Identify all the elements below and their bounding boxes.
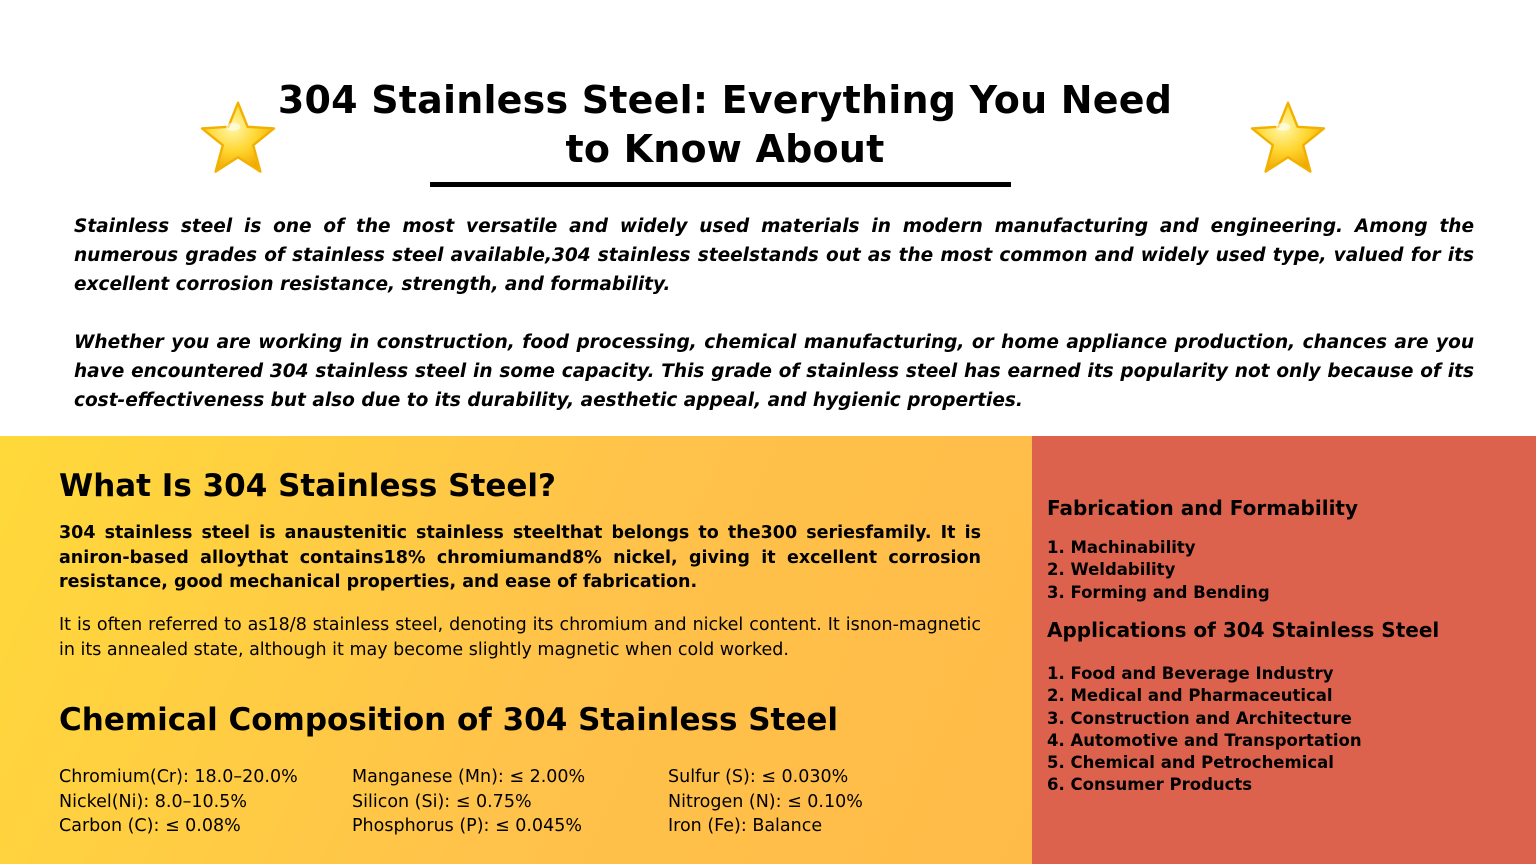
list-item: 5. Chemical and Petrochemical <box>1047 753 1334 773</box>
composition-item: Carbon (C): ≤ 0.08% <box>59 816 241 836</box>
composition-item: Chromium(Cr): 18.0–20.0% <box>59 767 298 787</box>
page-title <box>240 76 1210 174</box>
applications-heading: Applications of 304 Stainless Steel <box>1047 618 1440 642</box>
composition-column-3 <box>668 765 863 839</box>
list-item: 6. Consumer Products <box>1047 775 1253 795</box>
composition-item: Phosphorus (P): ≤ 0.045% <box>352 816 582 836</box>
content-section <box>0 436 1536 864</box>
list-item: 3. Forming and Bending <box>1047 582 1270 602</box>
what-is-paragraph-1: 304 stainless steel is anaustenitic stainless steelthat belongs to the300 seriesfamily. It is aniron-based alloythat contains18% chromiumand8% nickel, giving it excellent corrosion resistance, good mechanical properties, and ease of fabrication. <box>59 523 981 592</box>
list-item: 2. Weldability <box>1047 560 1176 580</box>
list-item: 2. Medical and Pharmaceutical <box>1047 686 1333 706</box>
what-is-heading: What Is 304 Stainless Steel? <box>59 468 556 504</box>
list-item: 3. Construction and Architecture <box>1047 708 1352 728</box>
intro-paragraph-1: Stainless steel is one of the most versatile and widely used materials in modern manufacturing and engineering. Among the numerous grades of stainless steel available,304 stainless steelstands out as the most common and widely used type, valued for its excellent corrosion resistance, strength, and formability. <box>74 216 1474 295</box>
list-item: 1. Machinability <box>1047 538 1196 557</box>
list-item: 1. Food and Beverage Industry <box>1047 664 1334 683</box>
composition-item: Nitrogen (N): ≤ 0.10% <box>668 791 863 812</box>
star-icon <box>1248 98 1328 178</box>
page-title-line1: 304 Stainless Steel: Everything You Need <box>277 78 1173 122</box>
fabrication-list <box>1047 537 1270 604</box>
composition-heading: Chemical Composition of 304 Stainless Steel <box>59 702 839 738</box>
composition-item: Iron (Fe): Balance <box>668 816 823 836</box>
applications-list <box>1047 663 1362 797</box>
list-item: 4. Automotive and Transportation <box>1047 730 1362 750</box>
main-panel <box>0 436 1032 864</box>
intro-section <box>74 212 1474 444</box>
page-title-line2: to Know About <box>565 127 885 171</box>
title-underline <box>430 182 1011 187</box>
composition-column-1 <box>59 765 298 839</box>
composition-item: Sulfur (S): ≤ 0.030% <box>668 767 849 787</box>
intro-paragraph-2: Whether you are working in construction, food processing, chemical manufacturing, or home appliance production, chances are you have encountered 304 stainless steel in some capacity. This grade of stainless steel has earned its popularity not only because of its cost-effectiveness but also due to its durability, aesthetic appeal, and hygienic properties. <box>74 332 1474 411</box>
composition-item: Manganese (Mn): ≤ 2.00% <box>352 767 586 787</box>
composition-item: Silicon (Si): ≤ 0.75% <box>352 791 532 812</box>
fabrication-heading: Fabrication and Formability <box>1047 496 1359 520</box>
what-is-paragraph-2: It is often referred to as18/8 stainless steel, denoting its chromium and nickel content. It isnon-magnetic in its annealed state, although it may become slightly magnetic when cold worked. <box>59 615 981 660</box>
composition-item: Nickel(Ni): 8.0–10.5% <box>59 791 247 812</box>
composition-column-2 <box>352 765 585 839</box>
